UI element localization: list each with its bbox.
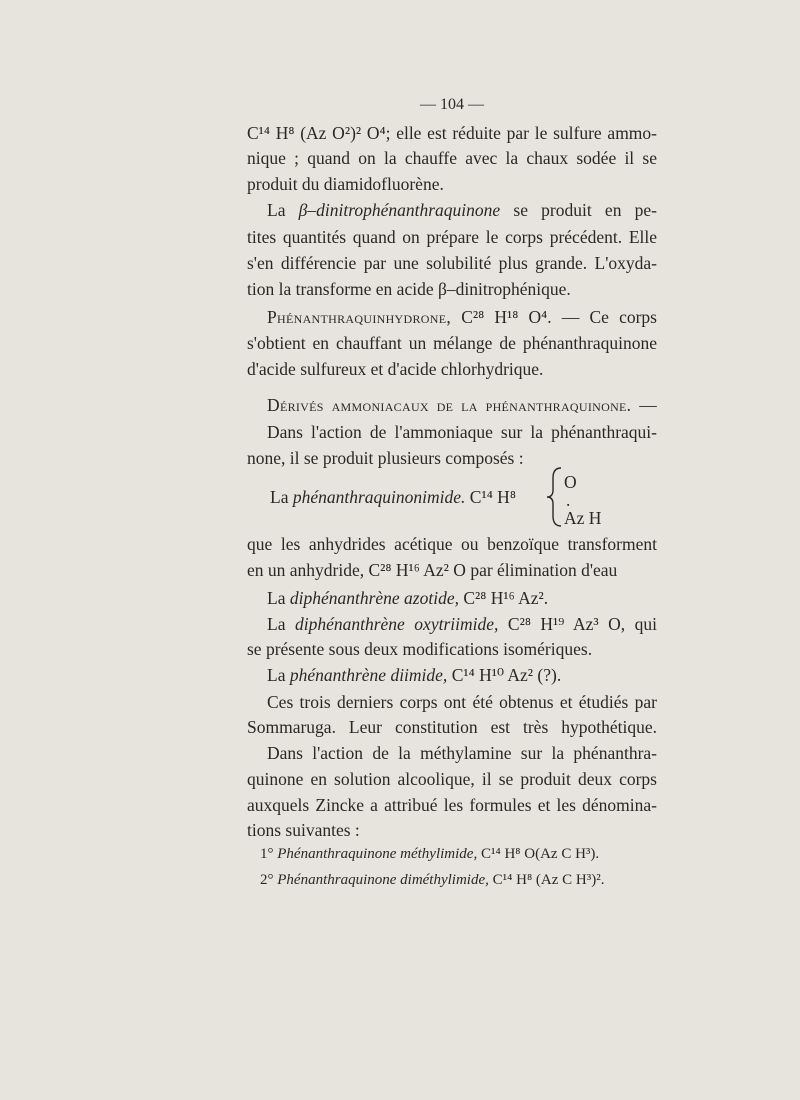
brace-icon — [545, 466, 565, 528]
brace-mid: . — [566, 490, 571, 510]
text-line: produit du diamidofluorène. — [247, 174, 444, 194]
section-heading: Dérivés ammoniacaux de la phénanthraquinone. — — [267, 395, 657, 415]
text-line: se présente sous deux modifications isomériques. — [247, 639, 593, 659]
compound-name: diphénanthrène oxytriimide, — [294, 614, 499, 634]
text-line — [247, 304, 657, 330]
text-line: que les anhydrides acétique ou benzoïque transforment — [247, 534, 657, 554]
list-item — [260, 867, 660, 893]
text-span: La — [267, 200, 299, 220]
text-span: La — [267, 614, 295, 634]
text-span: C²⁸ H¹⁹ Az³ O, qui — [498, 614, 657, 634]
compound-name: β–dinitrophénanthraquinone — [298, 200, 501, 220]
text-line: Dans l'action de l'ammoniaque sur la phénanthraqui- — [267, 422, 657, 442]
list-item — [260, 841, 660, 867]
text-line: s'obtient en chauffant un mélange de phénanthraquinone — [247, 333, 657, 353]
text-span: C²⁸ H¹⁸ O⁴. — Ce corps — [451, 307, 657, 327]
text-line: C¹⁴ H⁸ (Az O²)² O⁴; elle est réduite par le sulfure ammo- — [247, 123, 657, 143]
text-line: d'acide sulfureux et d'acide chlorhydrique. — [247, 359, 544, 379]
list-marker: 2° — [260, 872, 278, 888]
text-line: tites quantités quand on prépare le corps précédent. Elle — [247, 227, 657, 247]
text-line: quinone en solution alcoolique, il se produit deux corps — [247, 769, 657, 789]
text-line: Dans l'action de la méthylamine sur la phénanthra- — [267, 743, 657, 763]
formula: C¹⁴ H⁸ — [469, 487, 516, 507]
text-line: nique ; quand on la chauffe avec la chaux sodée il se — [247, 148, 657, 168]
formula: C¹⁴ H⁸ O(Az C H³). — [477, 846, 600, 862]
brace-bottom: Az H — [564, 508, 602, 528]
text-span: C¹⁴ H¹⁰ Az² (?). — [447, 665, 562, 685]
text-span: La — [270, 487, 293, 507]
compound-name: Phénanthraquinone méthylimide, — [277, 846, 478, 862]
compound-name: Phénanthraquinone diméthylimide, — [277, 872, 489, 888]
compound-name: phénanthrène diimide, — [289, 665, 448, 685]
text-line — [247, 585, 657, 611]
text-line: auxquels Zincke a attribué les formules et les dénomina- — [247, 795, 657, 815]
text-line — [247, 662, 657, 688]
list-marker: 1° — [260, 846, 278, 862]
formula: C¹⁴ H⁸ (Az C H³)². — [488, 872, 605, 888]
text-span: se produit en pe- — [500, 200, 657, 220]
text-line: en un anhydride, C²⁸ H¹⁶ Az² O par élimination d'eau — [247, 560, 618, 580]
text-line: s'en différencie par une solubilité plus grande. L'oxyda- — [247, 253, 657, 273]
text-line: none, il se produit plusieurs composés : — [247, 448, 524, 468]
text-line — [247, 197, 657, 223]
compound-name: phénanthraquinonimide. — [292, 487, 466, 507]
text-line: tions suivantes : — [247, 820, 360, 840]
text-span: La — [267, 665, 290, 685]
text-line: Ces trois derniers corps ont été obtenus et étudiés par — [267, 692, 657, 712]
text-line: tion la transforme en acide β–dinitrophénique. — [247, 279, 571, 299]
text-span: C²⁸ H¹⁶ Az². — [458, 588, 549, 608]
text-line — [247, 611, 657, 637]
formula-line — [270, 484, 540, 510]
section-heading: Phénanthraquinhydrone, — [267, 307, 452, 327]
text-line: Sommaruga. Leur constitution est très hypothétique. — [247, 717, 657, 737]
compound-name: diphénanthrène azotide, — [289, 588, 459, 608]
brace-top: O — [564, 472, 577, 492]
page-number: — 104 — — [420, 96, 484, 113]
text-span: La — [267, 588, 290, 608]
